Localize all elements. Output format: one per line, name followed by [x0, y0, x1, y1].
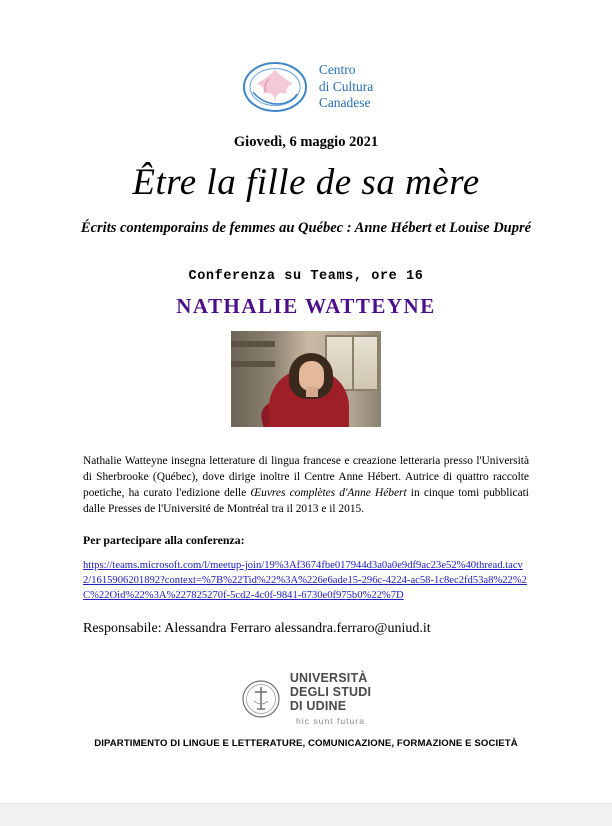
poster-page — [0, 58, 612, 826]
logo-line-3: Canadese — [318, 95, 371, 111]
university-crest-icon — [241, 679, 281, 719]
page-title: Être la fille de sa mère — [132, 162, 480, 203]
university-line-2: DEGLI STUDI — [289, 685, 372, 700]
university-motto: hic sunt futura — [296, 716, 365, 727]
page-subtitle: Écrits contemporains de femmes au Québec : Anne Hébert et Louise Dupré — [80, 219, 532, 236]
bio-work-title: Œuvres complètes d'Anne Hébert — [250, 487, 407, 500]
department-line: DIPARTIMENTO DI LINGUE E LETTERATURE, COMUNICAZIONE, FORMAZIONE E SOCIETÀ — [94, 738, 518, 750]
conference-info: Conferenza su Teams, ore 16 — [188, 268, 424, 284]
speaker-name: NATHALIE WATTEYNE — [176, 293, 436, 318]
responsible-contact: Responsabile: Alessandra Ferraro alessandra.ferraro@uniud.it — [83, 621, 431, 637]
logo-line-2: di Cultura — [318, 78, 374, 94]
participate-label: Per partecipare alla conferenza: — [83, 533, 245, 548]
speaker-bio: Nathalie Watteyne insegna letterature di lingua francese e creazione letteraria presso l'Università di Sherbrooke (Québec), dove dirige inoltre il Centre Anne Hébert. Autrice di quattro raccolte poetiche, ha curato l'edizione delle Œuvres complètes d'Anne Hébert in cinque tomi pubblicati dalle Presses de l'Université de Montréal tra il 2013 e il 2015. — [83, 454, 529, 516]
viewer-bottom-bar — [0, 803, 612, 826]
university-line-3: DI UDINE — [289, 699, 347, 714]
speaker-portrait — [231, 331, 381, 427]
speaker-portrait-wrapper — [0, 331, 612, 427]
event-date: Giovedì, 6 maggio 2021 — [233, 134, 379, 150]
logo-line-1: Centro — [318, 61, 356, 77]
teams-meeting-link[interactable]: https://teams.microsoft.com/l/meetup-join/19%3Af3674fbe017944d3a0a0e9df9ac23e52%40thread.tacv2/1615906201892?context=%7B%22Tid%22%3A%226e6ade15-296c-4224-ac58-1c8ec2fd53a8%22%2C%22Oid%22%3A%227825270f-5cd2-4c0f-9841-6730e0f975b0%22%7D — [83, 560, 527, 601]
university-line-1: UNIVERSITÀ — [289, 671, 368, 686]
logo-text — [319, 62, 373, 113]
centro-cultura-canadese-logo — [0, 58, 612, 116]
university-text — [290, 671, 371, 713]
maple-leaf-emblem-icon — [239, 58, 311, 116]
university-logo — [0, 671, 612, 726]
